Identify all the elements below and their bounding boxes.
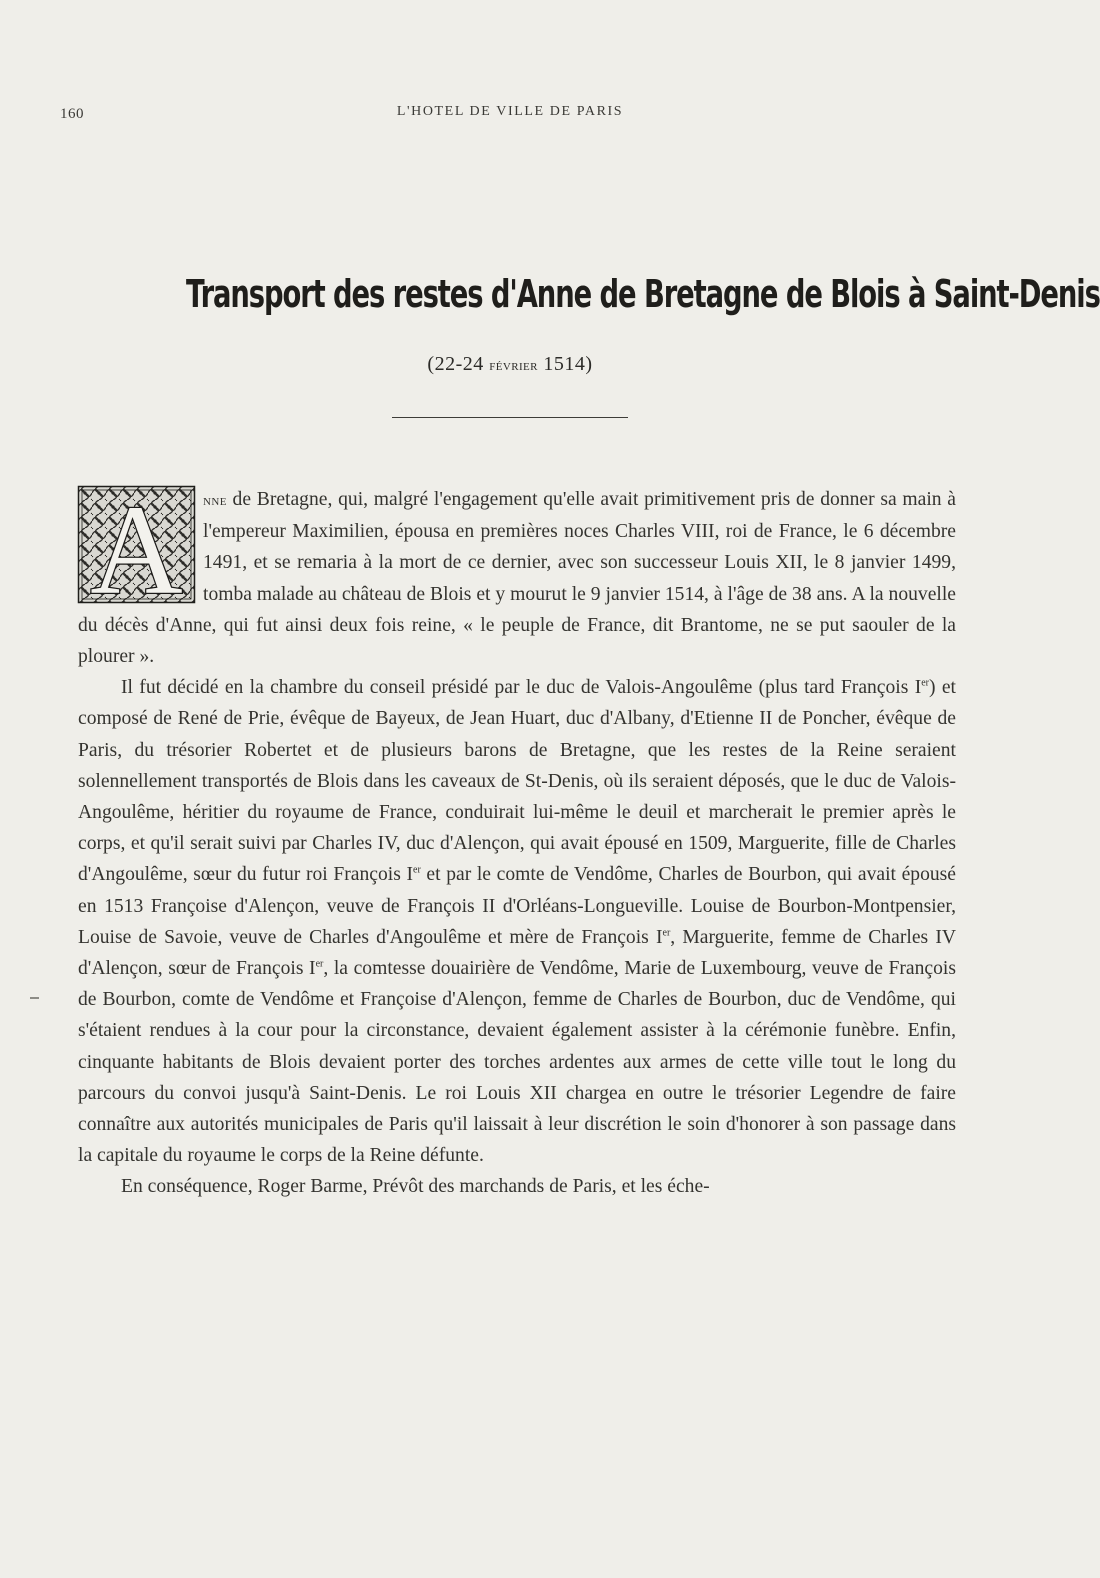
date-month: février: [489, 357, 538, 374]
p2-part-c: et par le comte de Vendôme, Charles de Bourbon, qui avait épousé en 1513 Françoise d'Alençon, veuve de François II d'Orléans-Longueville. Louise de Bourbon-Montpensier, Louise de Savoie, veuve de Charles d'Angoulême et mère de François I: [78, 864, 957, 948]
paragraph-3: En conséquence, Roger Barme, Prévôt des marchands de Paris, et les éche-: [121, 1176, 710, 1198]
superscript: er: [413, 864, 421, 876]
p2-part-a: Il fut décidé en la chambre du conseil présidé par le duc de Valois-Angoulême (plus tard François I: [121, 677, 922, 699]
paragraph-1-text: de Bretagne, qui, malgré l'engagement qu'elle avait primitivement pris de donner sa main à l'empereur Maximilien, épousa en premières noces Charles VIII, roi de France, le 6 décembre 1491, et se remaria à la mort de ce dernier, avec son successeur Louis XII, le 8 janvier 1499, tomba malade au château de Blois et y mourut le 9 janvier 1514, à l'âge de 38 ans. A la nouvelle du décès d'Anne, qui fut ainsi deux fois reine, « le peuple de France, dit Brantome, ne se put saouler de la plourer ».: [78, 489, 956, 668]
date-open: (22-24: [427, 353, 490, 375]
paragraph-1: [78, 479, 956, 672]
p2-part-b: ) et composé de René de Prie, évêque de Bayeux, de Jean Huart, duc d'Albany, d'Etienne II de Poncher, évêque de Paris, du trésorier Robertet et de plusieurs barons de Bretagne, que les restes de la Reine seraient solennellement transportés de Blois dans les caveaux de St-Denis, où ils seraient déposés, que le duc de Valois-Angoulême, héritier du royaume de France, conduirait lui-même le deuil et marcherait le premier après le corps, et qu'il serait suivi par Charles IV, duc d'Alençon, qui avait épousé en 1509, Marguerite, fille de Charles d'Angoulême, sœur du futur roi François I: [78, 677, 956, 886]
running-head: [60, 100, 960, 124]
ornamental-initial-icon: [78, 479, 195, 621]
running-title: L'HOTEL DE VILLE DE PARIS: [396, 104, 624, 119]
superscript: er: [662, 927, 671, 939]
article-title: Transport des restes d'Anne de Bretagne de Blois à Saint-Denis: [186, 272, 1100, 316]
margin-mark: [30, 997, 39, 999]
date-close: 1514): [537, 353, 593, 375]
article-date: [60, 353, 960, 376]
page-number: 160: [60, 106, 84, 122]
p2-part-e: , la comtesse douairière de Vendôme, Marie de Luxembourg, veuve de François de Bourbon, comte de Vendôme et Françoise d'Alençon, femme de Charles de Bourbon, duc de Vendôme, qui s'étaient rendues à la cour pour la circonstance, devaient également assister à la cérémonie funèbre. Enfin, cinquante habitants de Blois devaient porter des torches ardentes aux armes de cette ville tout le long du parcours du convoi jusqu'à Saint-Denis. Le roi Louis XII chargea en outre le trésorier Legendre de faire connaître aux autorités municipales de Paris qu'il laissait à leur discrétion le soin d'honorer à son passage dans la capitale du royaume le corps de la Reine défunte.: [78, 958, 956, 1167]
paragraph-2: [78, 672, 956, 1171]
superscript: er: [921, 677, 929, 689]
p2-part-d: , Marguerite, femme de Charles IV d'Alençon, sœur de François I: [78, 926, 956, 980]
article-body: [78, 479, 957, 1203]
opening-word: nne: [203, 492, 227, 509]
drop-cap-letter: A: [90, 479, 183, 621]
title-divider: [392, 417, 628, 418]
ornamental-initial: [78, 479, 195, 621]
superscript: er: [315, 958, 324, 970]
